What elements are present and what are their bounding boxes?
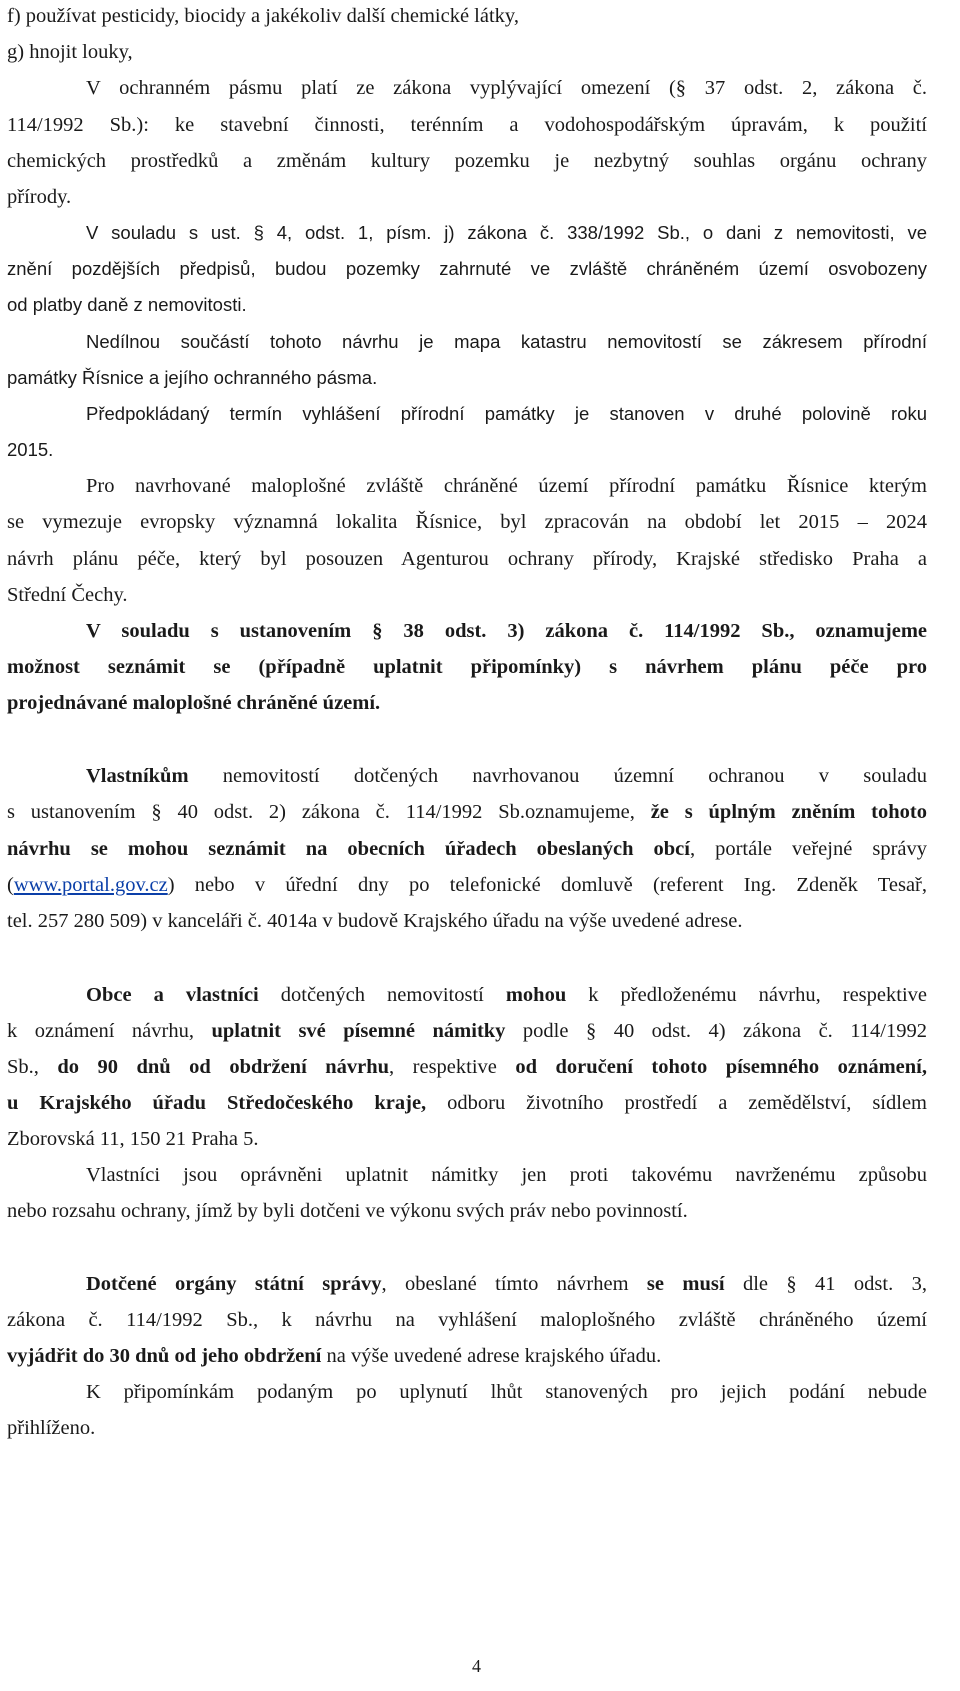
bold-text: V souladu s ustanovením § 38 odst. 3) zákona č. 114/1992 Sb., oznamujeme xyxy=(86,620,927,642)
text-line xyxy=(7,837,927,861)
text-run: od platby daně z nemovitosti. xyxy=(7,294,247,315)
text-line xyxy=(7,510,927,534)
bold-text: uplatnit své písemné námitky xyxy=(211,1020,506,1042)
text-run: g) hnojit louky, xyxy=(7,41,133,63)
bold-text: Vlastníkům xyxy=(86,765,189,787)
text-line xyxy=(7,1127,927,1151)
text-run: s ustanovením § 40 odst. 2) zákona č. 114/1992 Sb.oznamujeme, xyxy=(7,801,651,823)
text-run: znění pozdějších předpisů, budou pozemky zahrnuté ve zvláště chráněném území osvobozeny xyxy=(7,258,927,279)
text-run: podle § 40 odst. 4) zákona č. 114/1992 xyxy=(505,1020,927,1042)
text-line xyxy=(7,113,927,137)
text-run: ( xyxy=(7,874,14,896)
text-line xyxy=(86,1272,927,1296)
text-run: Sb., xyxy=(7,1056,58,1078)
text-run: přihlíženo. xyxy=(7,1417,96,1439)
text-run: ) nebo v úřední dny po telefonické domluvě (referent Ing. Zdeněk Tesař, xyxy=(167,874,927,896)
text-run: odboru životního prostředí a zemědělství, sídlem xyxy=(426,1092,927,1114)
text-run: nemovitostí dotčených navrhovanou územní ochranou v souladu xyxy=(188,765,927,787)
bold-text: projednávané maloplošné chráněné území. xyxy=(7,692,381,714)
text-line xyxy=(86,764,927,788)
text-run: , obeslané tímto návrhem xyxy=(381,1273,647,1295)
text-run: f) používat pesticidy, biocidy a jakékoliv další chemické látky, xyxy=(7,5,519,27)
text-line xyxy=(86,983,927,1007)
text-line xyxy=(7,583,927,607)
text-run: přírody. xyxy=(7,186,72,208)
bold-text: od doručení tohoto písemného oznámení, xyxy=(515,1056,927,1078)
text-run: návrh plánu péče, který byl posouzen Agenturou ochrany přírody, Krajské středisko Praha a xyxy=(7,548,927,570)
text-line xyxy=(86,1163,927,1187)
text-line xyxy=(7,691,927,715)
text-line xyxy=(86,76,927,100)
text-line xyxy=(86,619,927,643)
bold-text: možnost seznámit se (případně uplatnit připomínky) s návrhem plánu péče pro xyxy=(7,656,927,678)
text-run: Vlastníci jsou oprávněni uplatnit námitky jen proti takovému navrženému způsobu xyxy=(86,1164,927,1186)
text-run: chemických prostředků a změnám kultury pozemku je nezbytný souhlas orgánu ochrany xyxy=(7,150,927,172)
page-number: 4 xyxy=(472,1656,481,1676)
text-line xyxy=(7,257,927,281)
bold-text: návrhu se mohou seznámit na obecních úřadech obeslaných obcí xyxy=(7,838,690,860)
text-line xyxy=(7,1199,927,1223)
text-line xyxy=(86,474,927,498)
list-item-g xyxy=(7,40,927,64)
text-line xyxy=(7,873,927,897)
text-line xyxy=(7,149,927,173)
text-run: se vymezuje evropsky významná lokalita Řísnice, byl zpracován na období let 2015 – 2024 xyxy=(7,511,927,533)
text-line xyxy=(7,909,927,933)
bold-text: Obce a vlastníci xyxy=(86,984,259,1006)
text-run: Pro navrhované maloplošné zvláště chráněné území přírodní památku Řísnice kterým xyxy=(86,475,927,497)
text-line xyxy=(7,655,927,679)
bold-text: vyjádřit do 30 dnů od jeho obdržení xyxy=(7,1345,322,1367)
text-run: 2015. xyxy=(7,439,54,460)
text-run: k předloženému návrhu, respektive xyxy=(566,984,928,1006)
bold-text: mohou xyxy=(505,984,567,1006)
text-line xyxy=(7,438,927,462)
text-run: dle § 41 odst. 3, xyxy=(724,1273,927,1295)
text-line xyxy=(7,1019,927,1043)
portal-link[interactable]: www.portal.gov.cz xyxy=(13,874,168,896)
text-run: Nedílnou součástí tohoto návrhu je mapa katastru nemovitostí se zákresem přírodní xyxy=(86,331,927,352)
text-run: Předpokládaný termín vyhlášení přírodní památky je stanoven v druhé polovině roku xyxy=(86,403,927,424)
text-run: V ochranném pásmu platí ze zákona vyplývající omezení (§ 37 odst. 2, zákona č. xyxy=(86,77,927,99)
text-line xyxy=(7,185,927,209)
text-run: na výše uvedené adrese krajského úřadu. xyxy=(321,1345,662,1367)
text-run: V souladu s ust. § 4, odst. 1, písm. j) zákona č. 338/1992 Sb. xyxy=(86,222,685,243)
bold-text: se musí xyxy=(646,1273,725,1295)
text-line xyxy=(7,1308,927,1332)
text-run: , o dani z nemovitosti, ve xyxy=(684,222,927,243)
text-run: tel. 257 280 509) v kanceláři č. 4014a v budově Krajského úřadu na výše uvedené adrese. xyxy=(7,910,743,932)
text-run: památky Řísnice a jejího ochranného pásma. xyxy=(7,367,378,388)
text-line xyxy=(86,402,927,426)
text-run: nebo rozsahu ochrany, jímž by byli dotčeni ve výkonu svých práv nebo povinností. xyxy=(7,1200,688,1222)
text-run: zákona č. 114/1992 Sb., k návrhu na vyhlášení maloplošného zvláště chráněného území xyxy=(7,1309,927,1331)
bold-text: u Krajského úřadu Středočeského kraje, xyxy=(7,1092,427,1114)
text-run: , respektive xyxy=(389,1056,516,1078)
list-item-f xyxy=(7,4,927,28)
text-run: , portále veřejné správy xyxy=(689,838,927,860)
text-line xyxy=(7,366,927,390)
text-run: K připomínkám podaným po uplynutí lhůt stanovených pro jejich podání nebude xyxy=(86,1381,927,1403)
text-line xyxy=(86,1380,927,1404)
text-line xyxy=(7,1416,927,1440)
text-run: dotčených nemovitostí xyxy=(258,984,506,1006)
text-line xyxy=(7,293,927,317)
text-run: 114/1992 Sb.): ke stavební činnosti, terénním a vodohospodářským úpravám, k použití xyxy=(7,114,927,136)
text-line xyxy=(7,1344,927,1368)
bold-text: Dotčené orgány státní správy xyxy=(86,1273,382,1295)
text-run: Zborovská 11, 150 21 Praha 5. xyxy=(7,1128,259,1150)
text-line xyxy=(7,1091,927,1115)
bold-text: do 90 dnů od obdržení návrhu xyxy=(57,1056,390,1078)
text-line xyxy=(7,547,927,571)
text-line xyxy=(86,330,927,354)
text-line xyxy=(7,1055,927,1079)
text-line xyxy=(86,221,927,245)
bold-text: že s úplným zněním tohoto xyxy=(650,801,927,823)
text-run: Střední Čechy. xyxy=(7,584,128,606)
text-run: k oznámení návrhu, xyxy=(7,1020,212,1042)
text-line xyxy=(7,800,927,824)
